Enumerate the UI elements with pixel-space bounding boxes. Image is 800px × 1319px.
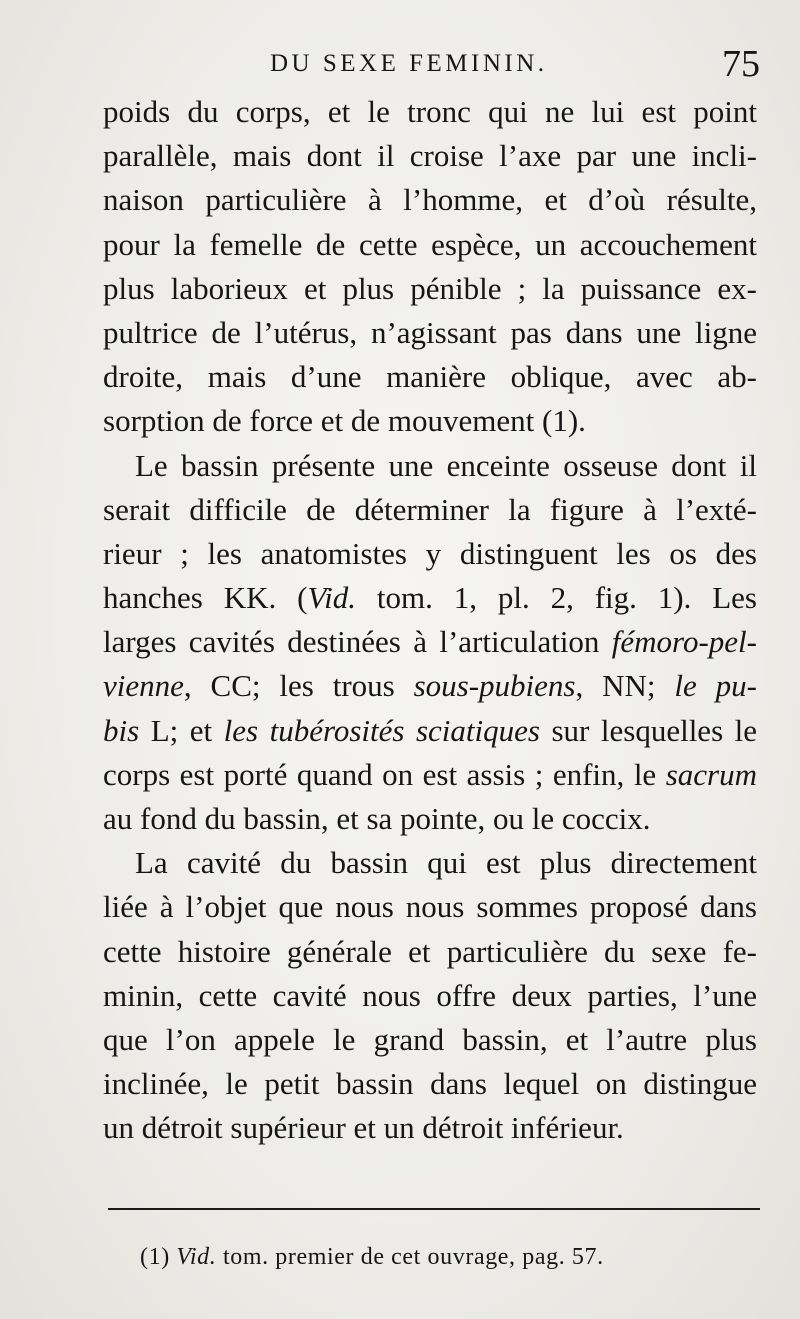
text-segment: sur lesquelles le bbox=[539, 712, 758, 748]
text-segment: au fond du bassin, et sa pointe, ou le coccix. bbox=[103, 801, 651, 836]
text-segment: serait difficile de déterminer la figure à l’exté- bbox=[103, 491, 757, 527]
text-segment: un détroit supérieur et un détroit inférieur. bbox=[103, 1110, 624, 1146]
body-text bbox=[103, 90, 757, 1151]
text-segment: liée à l’objet que nous nous sommes proposé dans bbox=[103, 889, 757, 925]
text-segment: corps est porté quand on est assis ; enfin, le bbox=[103, 756, 666, 792]
text-segment: cette histoire générale et particulière du sexe fe- bbox=[103, 933, 757, 969]
text-segment: plus laborieux et plus pénible ; la puissance ex- bbox=[103, 270, 757, 306]
text-line bbox=[103, 267, 757, 311]
footnote-marker: (1) bbox=[140, 1244, 170, 1270]
italic-text: les tubérosités sciatiques bbox=[223, 712, 540, 748]
text-segment: parallèle, mais dont il croise l’axe par une incli- bbox=[103, 138, 757, 174]
text-line bbox=[103, 664, 757, 708]
running-title: DU SEXE FEMININ. bbox=[270, 50, 548, 77]
text-line bbox=[103, 134, 757, 178]
text-segment: pultrice de l’utérus, n’agissant pas dans une ligne bbox=[103, 314, 757, 350]
text-line bbox=[103, 488, 757, 532]
text-line bbox=[103, 399, 757, 443]
page-number: 75 bbox=[722, 43, 760, 85]
text-line bbox=[103, 974, 757, 1018]
text-line bbox=[103, 753, 757, 797]
text-segment: , CC; les trous bbox=[183, 668, 414, 704]
text-segment: droite, mais d’une manière oblique, avec ab- bbox=[103, 359, 757, 395]
italic-text: bis bbox=[103, 712, 140, 748]
italic-text: Vid. bbox=[307, 580, 356, 616]
text-line bbox=[103, 1018, 757, 1062]
italic-text: vienne bbox=[103, 668, 184, 704]
text-line bbox=[103, 355, 757, 399]
text-segment: , NN; bbox=[575, 668, 675, 704]
text-line bbox=[103, 1062, 757, 1106]
text-line bbox=[103, 620, 757, 664]
text-line bbox=[103, 178, 757, 222]
text-segment: naison particulière à l’homme, et d’où résulte, bbox=[103, 182, 757, 218]
text-segment: poids du corps, et le tronc qui ne lui est point bbox=[103, 94, 757, 129]
text-line bbox=[103, 311, 757, 355]
text-segment: Le bassin présente une enceinte osseuse dont il bbox=[135, 447, 757, 483]
text-line bbox=[103, 841, 757, 885]
text-segment: sorption de force et de mouvement (1). bbox=[103, 403, 586, 439]
text-line bbox=[103, 930, 757, 974]
italic-text: sous-pubiens bbox=[413, 668, 576, 704]
text-line bbox=[103, 444, 757, 488]
text-segment: inclinée, le petit bassin dans lequel on distingue bbox=[103, 1066, 757, 1102]
text-line bbox=[103, 576, 757, 620]
text-line bbox=[103, 223, 757, 267]
text-segment: larges cavités destinées à l’articulation bbox=[103, 624, 612, 660]
text-segment: que l’on appele le grand bassin, et l’autre plus bbox=[103, 1021, 757, 1057]
text-segment: minin, cette cavité nous offre deux parties, l’une bbox=[103, 977, 757, 1013]
italic-text: sacrum bbox=[665, 756, 757, 792]
footnote-separator bbox=[108, 1208, 760, 1210]
text-line bbox=[103, 532, 757, 576]
text-segment: L; et bbox=[139, 712, 224, 748]
footnote-ref: Vid. bbox=[176, 1244, 217, 1270]
text-segment: hanches KK. ( bbox=[103, 580, 308, 616]
text-segment: rieur ; les anatomistes y distinguent les os des bbox=[103, 535, 757, 571]
text-line bbox=[103, 1106, 757, 1150]
text-line bbox=[103, 709, 757, 753]
footnote-text: tom. premier de cet ouvrage, pag. 57. bbox=[222, 1244, 604, 1270]
page-header bbox=[100, 40, 760, 90]
text-segment: tom. 1, pl. 2, fig. 1). Les bbox=[355, 580, 757, 616]
text-segment: pour la femelle de cette espèce, un accouchement bbox=[103, 226, 757, 262]
footnote bbox=[140, 1244, 740, 1271]
text-line bbox=[103, 90, 757, 134]
text-segment: La cavité du bassin qui est plus directement bbox=[135, 845, 757, 881]
text-line bbox=[103, 885, 757, 929]
italic-text: le pu- bbox=[674, 668, 758, 704]
text-line bbox=[103, 797, 757, 841]
italic-text: fémoro-pel- bbox=[611, 624, 757, 660]
